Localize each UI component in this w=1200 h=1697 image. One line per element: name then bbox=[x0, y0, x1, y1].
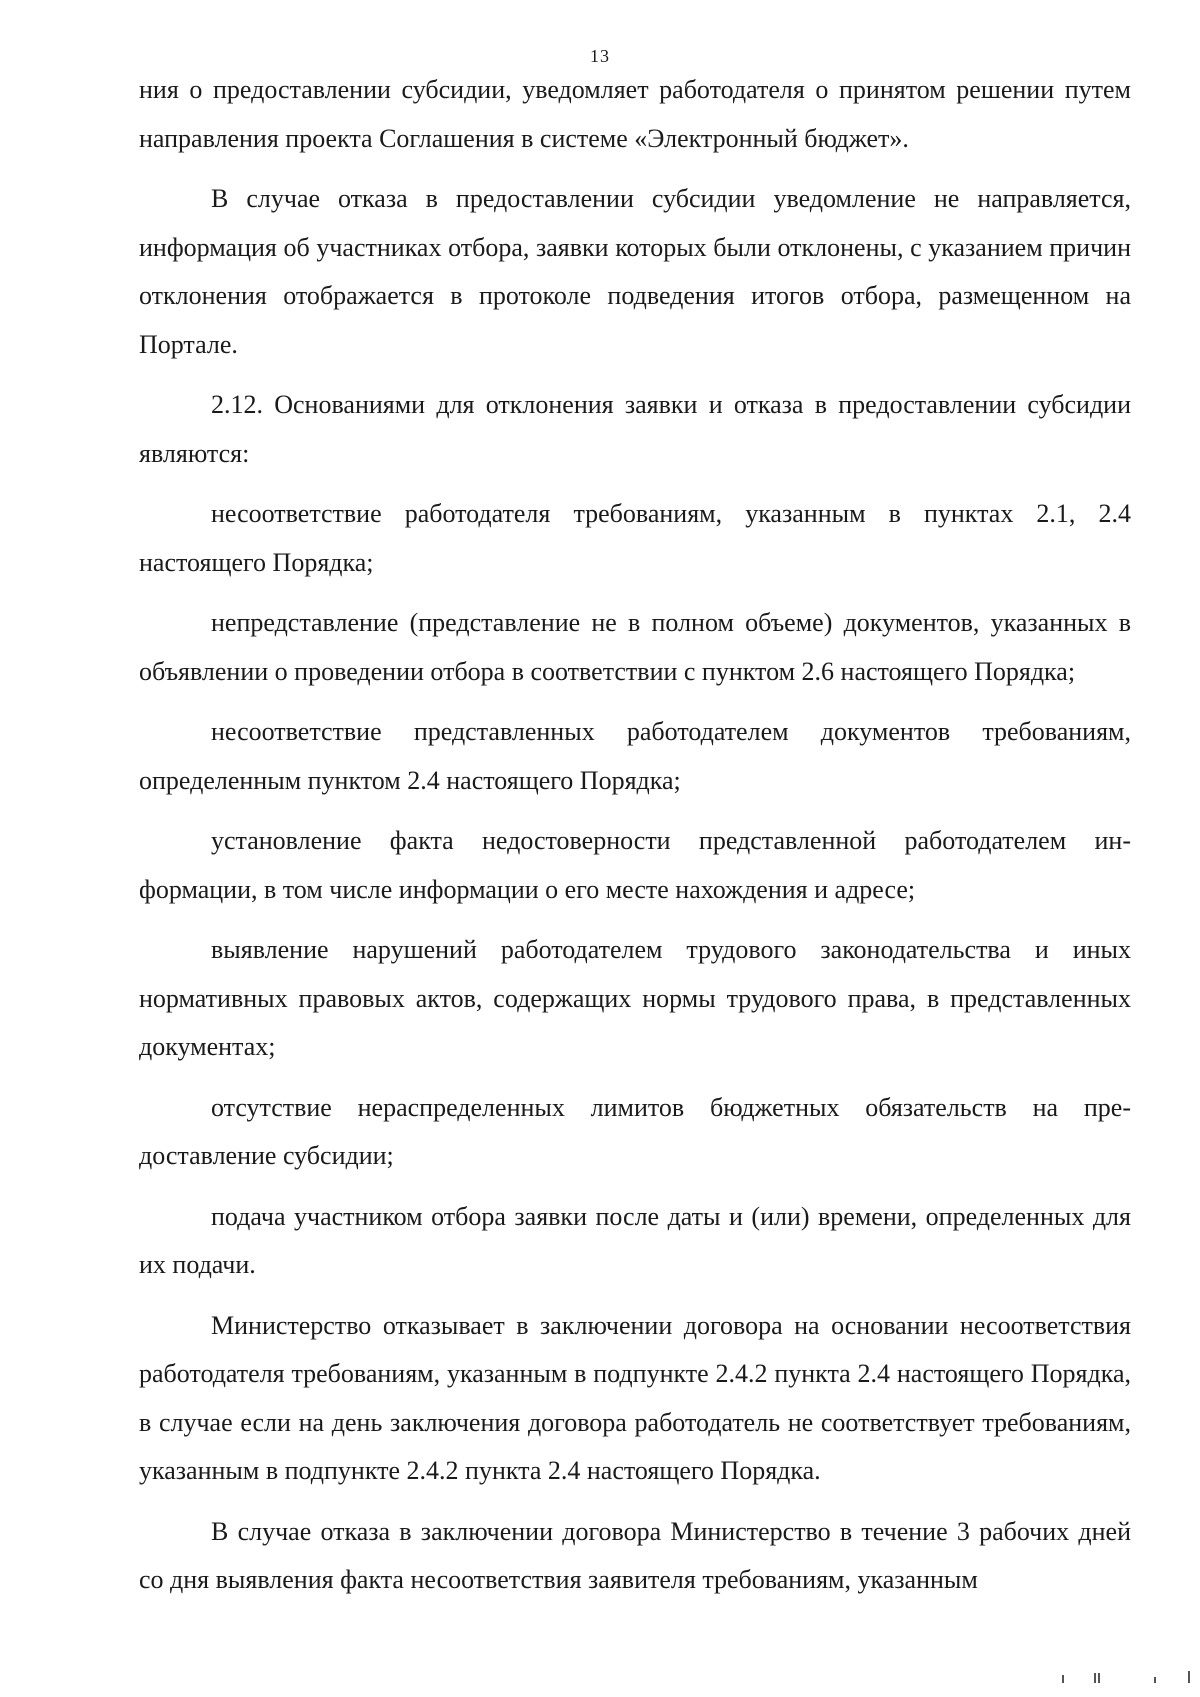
document-body bbox=[139, 66, 1131, 1617]
scan-artifact-marks bbox=[1042, 1669, 1192, 1683]
paragraph-ground-false-info: установление факта недостоверности представленной работодателем информации, в том числе информации о его месте нахождения и адресе; bbox=[139, 826, 1131, 904]
paragraph-refusal-notice: В случае отказа в предоставлении субсидии уведомление не направляется, информация об участниках отбора, заявки которых были отклонены, с указанием причин отклонения отображается в протоколе подведения итогов отбора, размещенном на Портале. bbox=[139, 184, 1131, 359]
paragraph-ground-no-limits: отсутствие нераспределенных лимитов бюджетных обязательств на предоставление субсидии; bbox=[139, 1092, 1131, 1170]
paragraph-ground-labor-violations: выявление нарушений работодателем трудового законодательства и иных нормативных правовых актов, содержащих нормы трудового права, в представленных документах; bbox=[139, 935, 1131, 1061]
paragraph-continuation: ния о предоставлении субсидии, уведомляет работодателя о принятом решении путем направления проекта Соглашения в системе «Электронный бюджет». bbox=[139, 75, 1131, 153]
paragraph-grounds-heading: 2.12. Основаниями для отклонения заявки и отказа в предоставлении субсидии являются: bbox=[139, 390, 1131, 468]
paragraph-ground-document-mismatch: несоответствие представленных работодателем документов требованиям, определенным пунктом 2.4 настоящего Порядка; bbox=[139, 717, 1131, 795]
paragraph-ground-documents: непредставление (представление не в полном объеме) документов, указанных в объявлении о проведении отбора в соответствии с пунктом 2.6 настоящего Порядка; bbox=[139, 608, 1131, 686]
page-number: 13 bbox=[590, 46, 610, 66]
paragraph-refusal-procedure: В случае отказа в заключении договора Министерство в течение 3 рабочих дней со дня выявления факта несоответствия заявителя требованиям, указанным bbox=[139, 1516, 1131, 1594]
paragraph-ground-late-submission: подача участником отбора заявки после даты и (или) времени, определенных для их подачи. bbox=[139, 1201, 1131, 1279]
paragraph-ground-requirements: несоответствие работодателя требованиям, указанным в пунктах 2.1, 2.4 настоящего Порядка; bbox=[139, 499, 1131, 577]
paragraph-ministry-refusal: Министерство отказывает в заключении договора на основании несоответствия работодателя требованиям, указанным в подпункте 2.4.2 пункта 2.4 настоящего Порядка, в случае если на день заключения договора работодатель не соответствует требованиям, указанным в подпункте 2.4.2 пункта 2.4 настоящего Порядка. bbox=[139, 1310, 1131, 1485]
